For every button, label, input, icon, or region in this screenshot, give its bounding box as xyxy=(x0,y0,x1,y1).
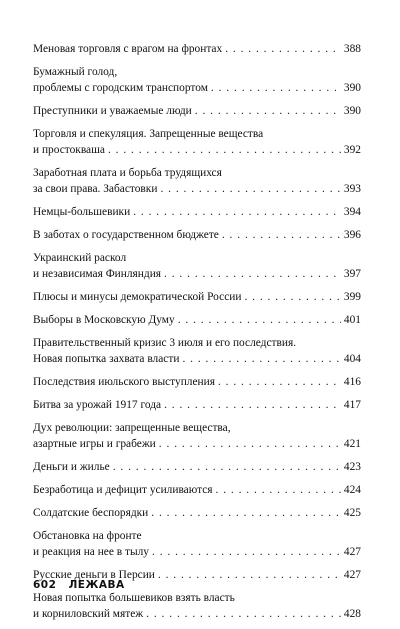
dot-leader xyxy=(244,289,341,305)
toc-entry xyxy=(33,420,361,452)
table-of-contents xyxy=(33,41,361,629)
toc-entry-title-line: В заботах о государственном бюджете xyxy=(33,229,219,241)
toc-entry-title-line: Русские деньги в Персии xyxy=(33,569,155,581)
dot-leader xyxy=(211,80,341,96)
toc-entry-title-line: и реакция на нее в тылу xyxy=(33,546,149,558)
toc-entry-title-line: Заработная плата и борьба трудящихся xyxy=(33,167,222,179)
toc-entry-title-line: Безработица и дефицит усиливаются xyxy=(33,484,213,496)
toc-entry-row xyxy=(33,142,361,158)
dot-leader xyxy=(159,436,341,452)
dot-leader xyxy=(133,204,341,220)
toc-entry xyxy=(33,250,361,282)
toc-entry-page: 428 xyxy=(343,608,361,620)
toc-entry-page: 427 xyxy=(343,546,361,558)
toc-entry-page: 425 xyxy=(343,507,361,519)
toc-entry-title-line: Солдатские беспорядки xyxy=(33,507,149,519)
dot-leader xyxy=(108,142,341,158)
toc-entry-row xyxy=(33,80,361,96)
toc-entry xyxy=(33,227,361,243)
dot-leader xyxy=(151,505,341,521)
toc-entry-title-line: Дух революции: запрещенные вещества, xyxy=(33,422,231,434)
toc-entry xyxy=(33,41,361,57)
toc-entry xyxy=(33,103,361,119)
toc-entry-page: 421 xyxy=(343,438,361,450)
running-author: ЛЕЖАВА xyxy=(68,579,125,591)
toc-entry xyxy=(33,528,361,560)
page-footer xyxy=(33,579,125,591)
toc-entry-title-line: Обстановка на фронте xyxy=(33,530,142,542)
toc-entry-row xyxy=(33,103,361,119)
toc-entry-page: 396 xyxy=(343,229,361,241)
toc-entry-title-line: Плюсы и минусы демократической России xyxy=(33,291,242,303)
page-number: 602 xyxy=(33,579,57,591)
toc-entry-title-line: Бумажный голод, xyxy=(33,66,118,78)
toc-entry-page: 401 xyxy=(343,314,361,326)
toc-entry-title-line: и корниловский мятеж xyxy=(33,608,144,620)
dot-leader xyxy=(158,567,341,583)
toc-entry-row xyxy=(33,606,361,622)
toc-entry xyxy=(33,64,361,96)
toc-entry-page: 397 xyxy=(343,268,361,280)
toc-entry-title-line: Новая попытка захвата власти xyxy=(33,353,180,365)
dot-leader xyxy=(225,41,341,57)
toc-entry xyxy=(33,505,361,521)
toc-entry-title-line: Немцы-большевики xyxy=(33,206,131,218)
toc-entry-row xyxy=(33,351,361,367)
toc-entry-page: 390 xyxy=(343,82,361,94)
toc-entry-title-line: проблемы с городским транспортом xyxy=(33,82,208,94)
toc-entry-row xyxy=(33,41,361,57)
toc-entry-page: 390 xyxy=(343,105,361,117)
toc-entry xyxy=(33,482,361,498)
dot-leader xyxy=(164,397,341,413)
toc-entry-row xyxy=(33,266,361,282)
dot-leader xyxy=(160,181,341,197)
dot-leader xyxy=(113,459,341,475)
toc-entry xyxy=(33,335,361,367)
toc-entry-page: 417 xyxy=(343,399,361,411)
dot-leader xyxy=(146,606,341,622)
toc-entry-title-line: Новая попытка большевиков взять власть xyxy=(33,592,235,604)
toc-entry-row xyxy=(33,459,361,475)
toc-entry xyxy=(33,165,361,197)
toc-entry xyxy=(33,126,361,158)
toc-entry-page: 416 xyxy=(343,376,361,388)
toc-entry xyxy=(33,312,361,328)
toc-entry-title-line: Деньги и жилье xyxy=(33,461,110,473)
toc-entry xyxy=(33,459,361,475)
toc-entry xyxy=(33,397,361,413)
toc-entry xyxy=(33,590,361,622)
dot-leader xyxy=(152,544,341,560)
toc-entry-title-line: и независимая Финляндия xyxy=(33,268,162,280)
toc-entry-row xyxy=(33,374,361,390)
toc-entry-row xyxy=(33,544,361,560)
toc-entry-page: 392 xyxy=(343,144,361,156)
toc-entry-row xyxy=(33,505,361,521)
toc-entry-page: 394 xyxy=(343,206,361,218)
toc-entry-title-line: и простокваша xyxy=(33,144,105,156)
toc-entry-page: 424 xyxy=(343,484,361,496)
dot-leader xyxy=(216,482,341,498)
dot-leader xyxy=(178,312,341,328)
toc-entry-row xyxy=(33,397,361,413)
toc-entry-row xyxy=(33,181,361,197)
toc-entry-row xyxy=(33,227,361,243)
toc-entry-title-line: Преступники и уважаемые люди xyxy=(33,105,192,117)
toc-entry-title-line: Торговля и спекуляция. Запрещенные вещества xyxy=(33,128,264,140)
toc-entry-page: 388 xyxy=(343,43,361,55)
dot-leader xyxy=(222,227,341,243)
dot-leader xyxy=(218,374,341,390)
toc-entry-title-line: Меновая торговля с врагом на фронтах xyxy=(33,43,223,55)
toc-entry xyxy=(33,289,361,305)
toc-entry-row xyxy=(33,436,361,452)
toc-entry-row xyxy=(33,204,361,220)
toc-entry-row xyxy=(33,289,361,305)
toc-entry-row xyxy=(33,312,361,328)
toc-entry-title-line: Выборы в Московскую Думу xyxy=(33,314,175,326)
toc-entry xyxy=(33,374,361,390)
toc-entry-page: 399 xyxy=(343,291,361,303)
toc-entry xyxy=(33,204,361,220)
toc-entry-row xyxy=(33,482,361,498)
toc-entry-title-line: за свои права. Забастовки xyxy=(33,183,158,195)
toc-entry-page: 427 xyxy=(343,569,361,581)
toc-entry-page: 423 xyxy=(343,461,361,473)
toc-entry-title-line: Битва за урожай 1917 года xyxy=(33,399,162,411)
toc-entry-page: 393 xyxy=(343,183,361,195)
toc-entry-title-line: Украинский раскол xyxy=(33,252,127,264)
toc-entry-title-line: азартные игры и грабежи xyxy=(33,438,156,450)
dot-leader xyxy=(164,266,341,282)
dot-leader xyxy=(182,351,341,367)
toc-entry-title-line: Правительственный кризис 3 июля и его последствия. xyxy=(33,337,297,349)
toc-entry-page: 404 xyxy=(343,353,361,365)
toc-entry-title-line: Последствия июльского выступления xyxy=(33,376,215,388)
dot-leader xyxy=(195,103,341,119)
